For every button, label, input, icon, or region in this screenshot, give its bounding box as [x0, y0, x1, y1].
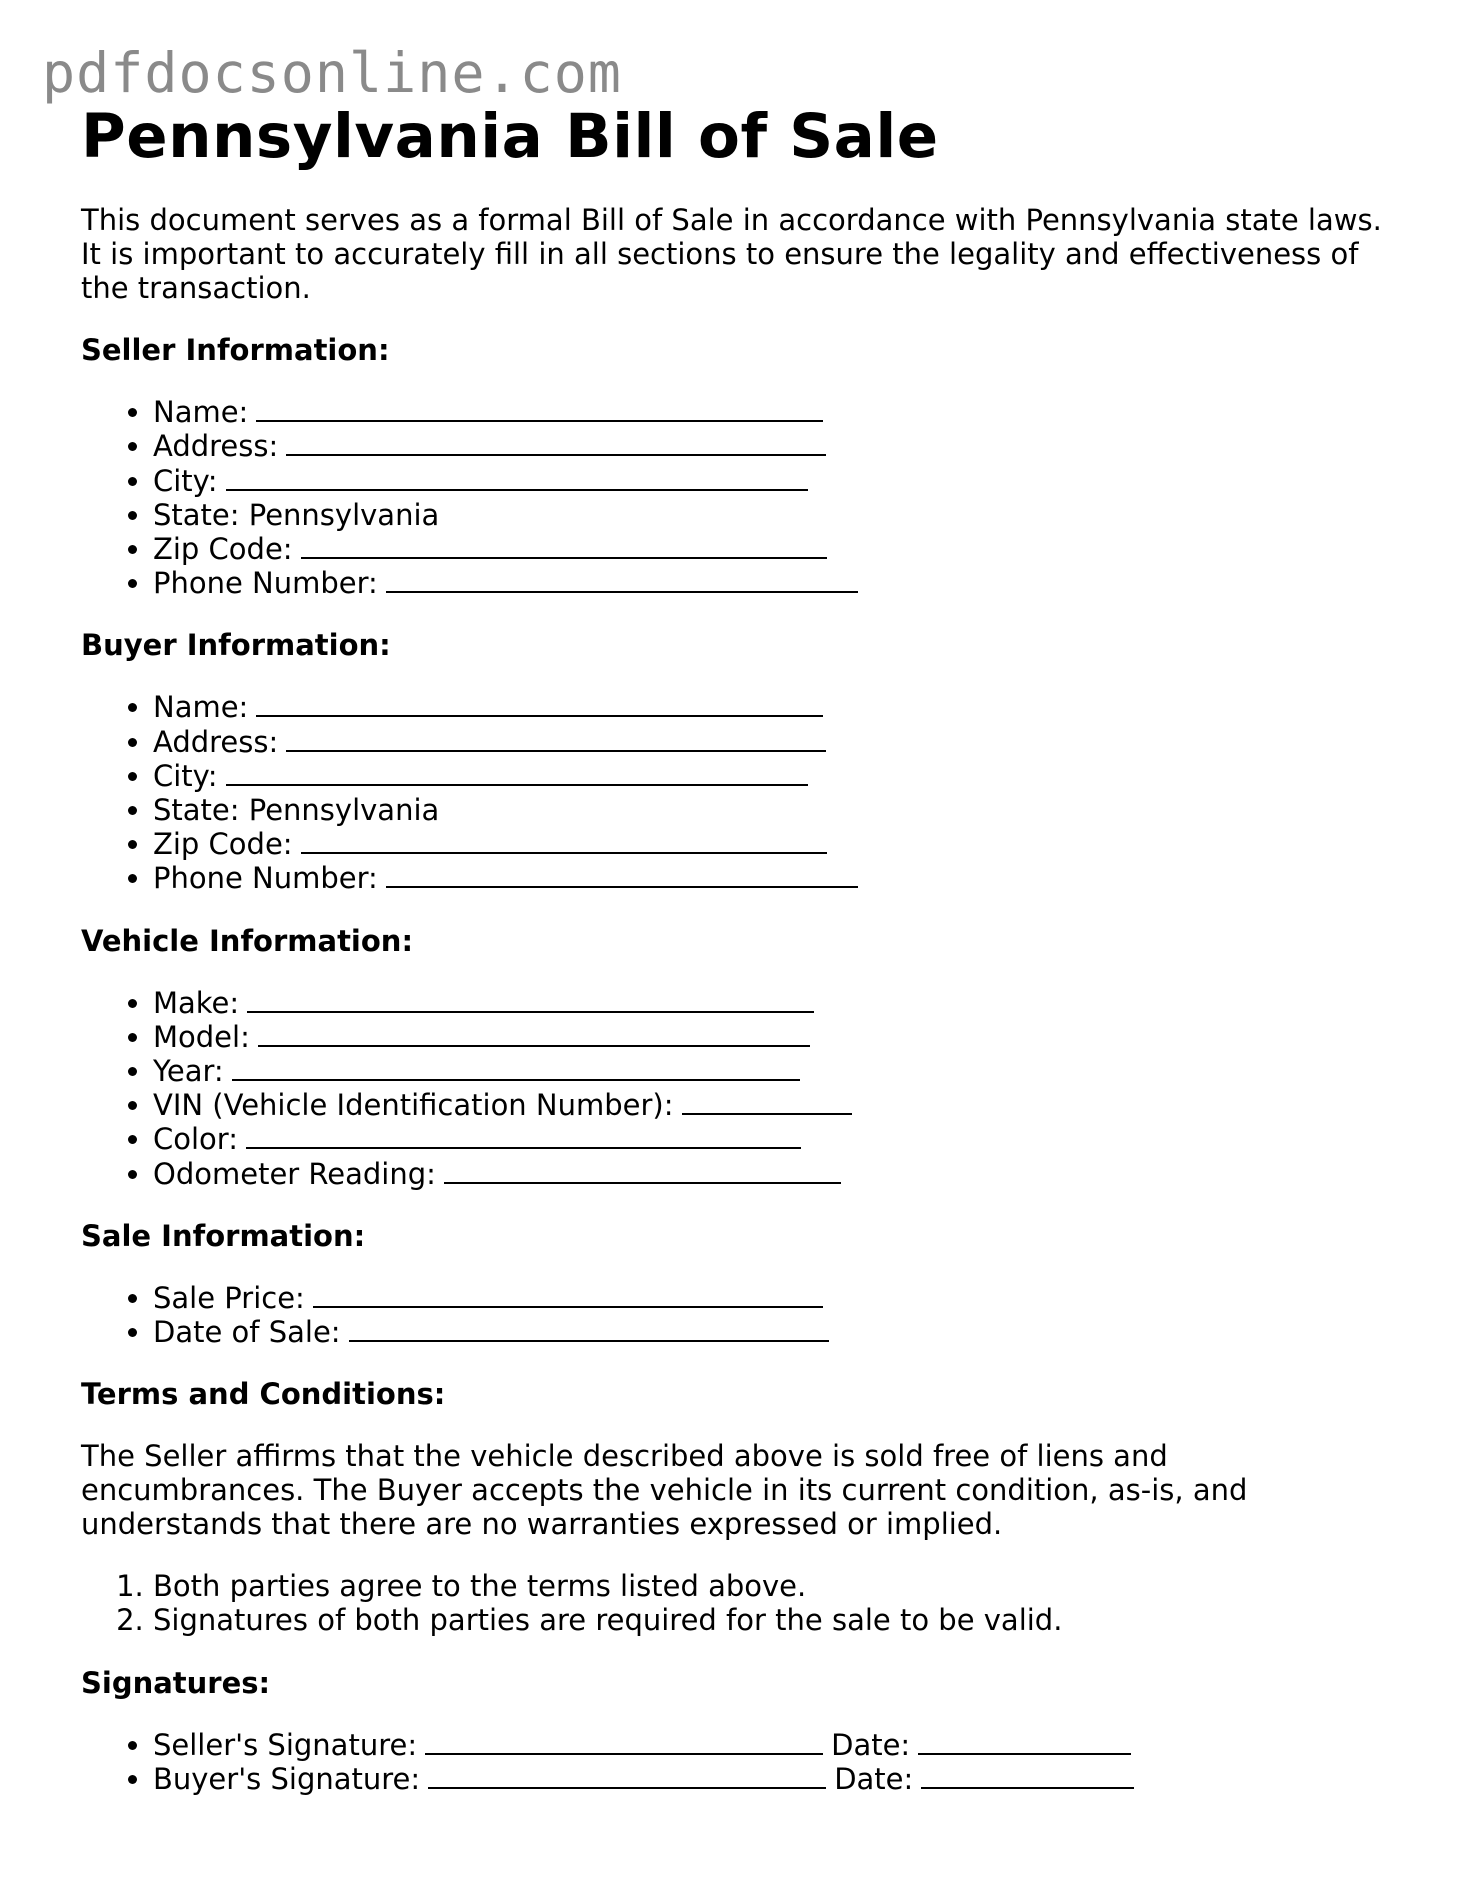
seller-phone-label: Phone Number:: [153, 566, 378, 601]
buyer-city-label: City:: [153, 758, 218, 793]
buyer-phone-field[interactable]: [386, 862, 858, 888]
seller-name-label: Name:: [153, 395, 249, 430]
buyer-address-item: [153, 725, 1391, 759]
buyer-name-label: Name:: [153, 690, 249, 725]
vehicle-vin-item: [153, 1088, 1391, 1122]
terms-list: [81, 1569, 1391, 1637]
terms-item: 2. Signatures of both parties are required for the sale to be valid.: [153, 1603, 1391, 1637]
buyer-city-item: [153, 759, 1391, 793]
vehicle-heading: Vehicle Information:: [81, 923, 414, 958]
vehicle-year-label: Year:: [153, 1054, 224, 1089]
buyer-signature-label: Buyer's Signature:: [153, 1761, 421, 1796]
sale-price-label: Sale Price:: [153, 1280, 305, 1315]
terms-paragraph: The Seller affirms that the vehicle described above is sold free of liens and encumbrances. The Buyer accepts the vehicle in its current condition, as-is, and understands that there are no warranties expressed or implied.: [81, 1439, 1248, 1542]
buyer-address-label: Address:: [153, 724, 279, 759]
seller-signature-field[interactable]: [425, 1729, 823, 1755]
seller-zip-field[interactable]: [301, 533, 827, 559]
seller-phone-item: [153, 566, 1391, 600]
signatures-heading: Signatures:: [81, 1665, 271, 1700]
buyer-state-label: State: Pennsylvania: [153, 793, 440, 828]
signatures-list: [81, 1728, 1391, 1796]
seller-city-item: [153, 464, 1391, 498]
seller-zip-item: [153, 532, 1391, 566]
vehicle-model-field[interactable]: [258, 1021, 810, 1047]
vehicle-color-label: Color:: [153, 1122, 238, 1157]
vehicle-vin-label: VIN (Vehicle Identification Number):: [153, 1088, 674, 1123]
seller-city-field[interactable]: [226, 465, 808, 491]
vehicle-year-item: [153, 1054, 1391, 1088]
seller-list: [81, 395, 1391, 600]
vehicle-model-label: Model:: [153, 1019, 250, 1054]
sale-heading: Sale Information:: [81, 1218, 366, 1253]
buyer-city-field[interactable]: [226, 760, 808, 786]
buyer-signature-field[interactable]: [428, 1763, 826, 1789]
seller-phone-field[interactable]: [386, 567, 858, 593]
vehicle-odometer-label: Odometer Reading:: [153, 1156, 436, 1191]
sale-price-item: [153, 1281, 1391, 1315]
buyer-zip-field[interactable]: [301, 828, 827, 854]
buyer-address-field[interactable]: [286, 726, 826, 752]
seller-address-item: [153, 429, 1391, 463]
seller-state-item: [153, 498, 1391, 532]
vehicle-color-field[interactable]: [246, 1123, 801, 1149]
sale-list: [81, 1281, 1391, 1349]
seller-signature-date-field[interactable]: [918, 1729, 1131, 1755]
seller-name-field[interactable]: [256, 396, 823, 422]
sale-date-field[interactable]: [349, 1316, 829, 1342]
vehicle-vin-field[interactable]: [682, 1089, 852, 1115]
sale-date-item: [153, 1315, 1391, 1349]
buyer-signature-date-field[interactable]: [921, 1763, 1134, 1789]
buyer-signature-item: [153, 1762, 1391, 1796]
buyer-list: [81, 690, 1391, 895]
buyer-name-item: [153, 690, 1391, 724]
vehicle-make-field[interactable]: [247, 987, 814, 1013]
vehicle-year-field[interactable]: [232, 1055, 800, 1081]
seller-signature-label: Seller's Signature:: [153, 1727, 418, 1762]
seller-state-label: State: Pennsylvania: [153, 497, 440, 532]
buyer-zip-item: [153, 827, 1391, 861]
seller-address-label: Address:: [153, 429, 279, 464]
terms-heading: Terms and Conditions:: [81, 1377, 446, 1412]
seller-city-label: City:: [153, 463, 218, 498]
terms-item: 1. Both parties agree to the terms listed above.: [153, 1569, 1391, 1603]
intro-paragraph: This document serves as a formal Bill of Sale in accordance with Pennsylvania state laws. It is important to accurately fill in all sections to ensure the legality and effectiveness of the transaction.: [81, 203, 1382, 306]
vehicle-model-item: [153, 1020, 1391, 1054]
buyer-zip-label: Zip Code:: [153, 827, 293, 862]
seller-heading: Seller Information:: [81, 333, 390, 368]
seller-address-field[interactable]: [286, 430, 826, 456]
sale-date-label: Date of Sale:: [153, 1315, 341, 1350]
buyer-signature-date-label: Date:: [834, 1761, 914, 1796]
buyer-state-item: [153, 793, 1391, 827]
vehicle-make-label: Make:: [153, 985, 240, 1020]
document: [81, 100, 1391, 1796]
vehicle-list: [81, 986, 1391, 1191]
vehicle-make-item: [153, 986, 1391, 1020]
page-title: Pennsylvania Bill of Sale: [81, 101, 939, 172]
seller-signature-item: [153, 1728, 1391, 1762]
buyer-name-field[interactable]: [256, 691, 823, 717]
buyer-phone-item: [153, 861, 1391, 895]
vehicle-odometer-item: [153, 1157, 1391, 1191]
seller-name-item: [153, 395, 1391, 429]
buyer-heading: Buyer Information:: [81, 628, 391, 663]
seller-zip-label: Zip Code:: [153, 532, 293, 566]
buyer-phone-label: Phone Number:: [153, 861, 378, 896]
vehicle-odometer-field[interactable]: [444, 1158, 841, 1184]
seller-signature-date-label: Date:: [831, 1727, 911, 1762]
vehicle-color-item: [153, 1122, 1391, 1156]
sale-price-field[interactable]: [313, 1282, 823, 1308]
watermark: pdfdocsonline.com: [42, 41, 622, 105]
